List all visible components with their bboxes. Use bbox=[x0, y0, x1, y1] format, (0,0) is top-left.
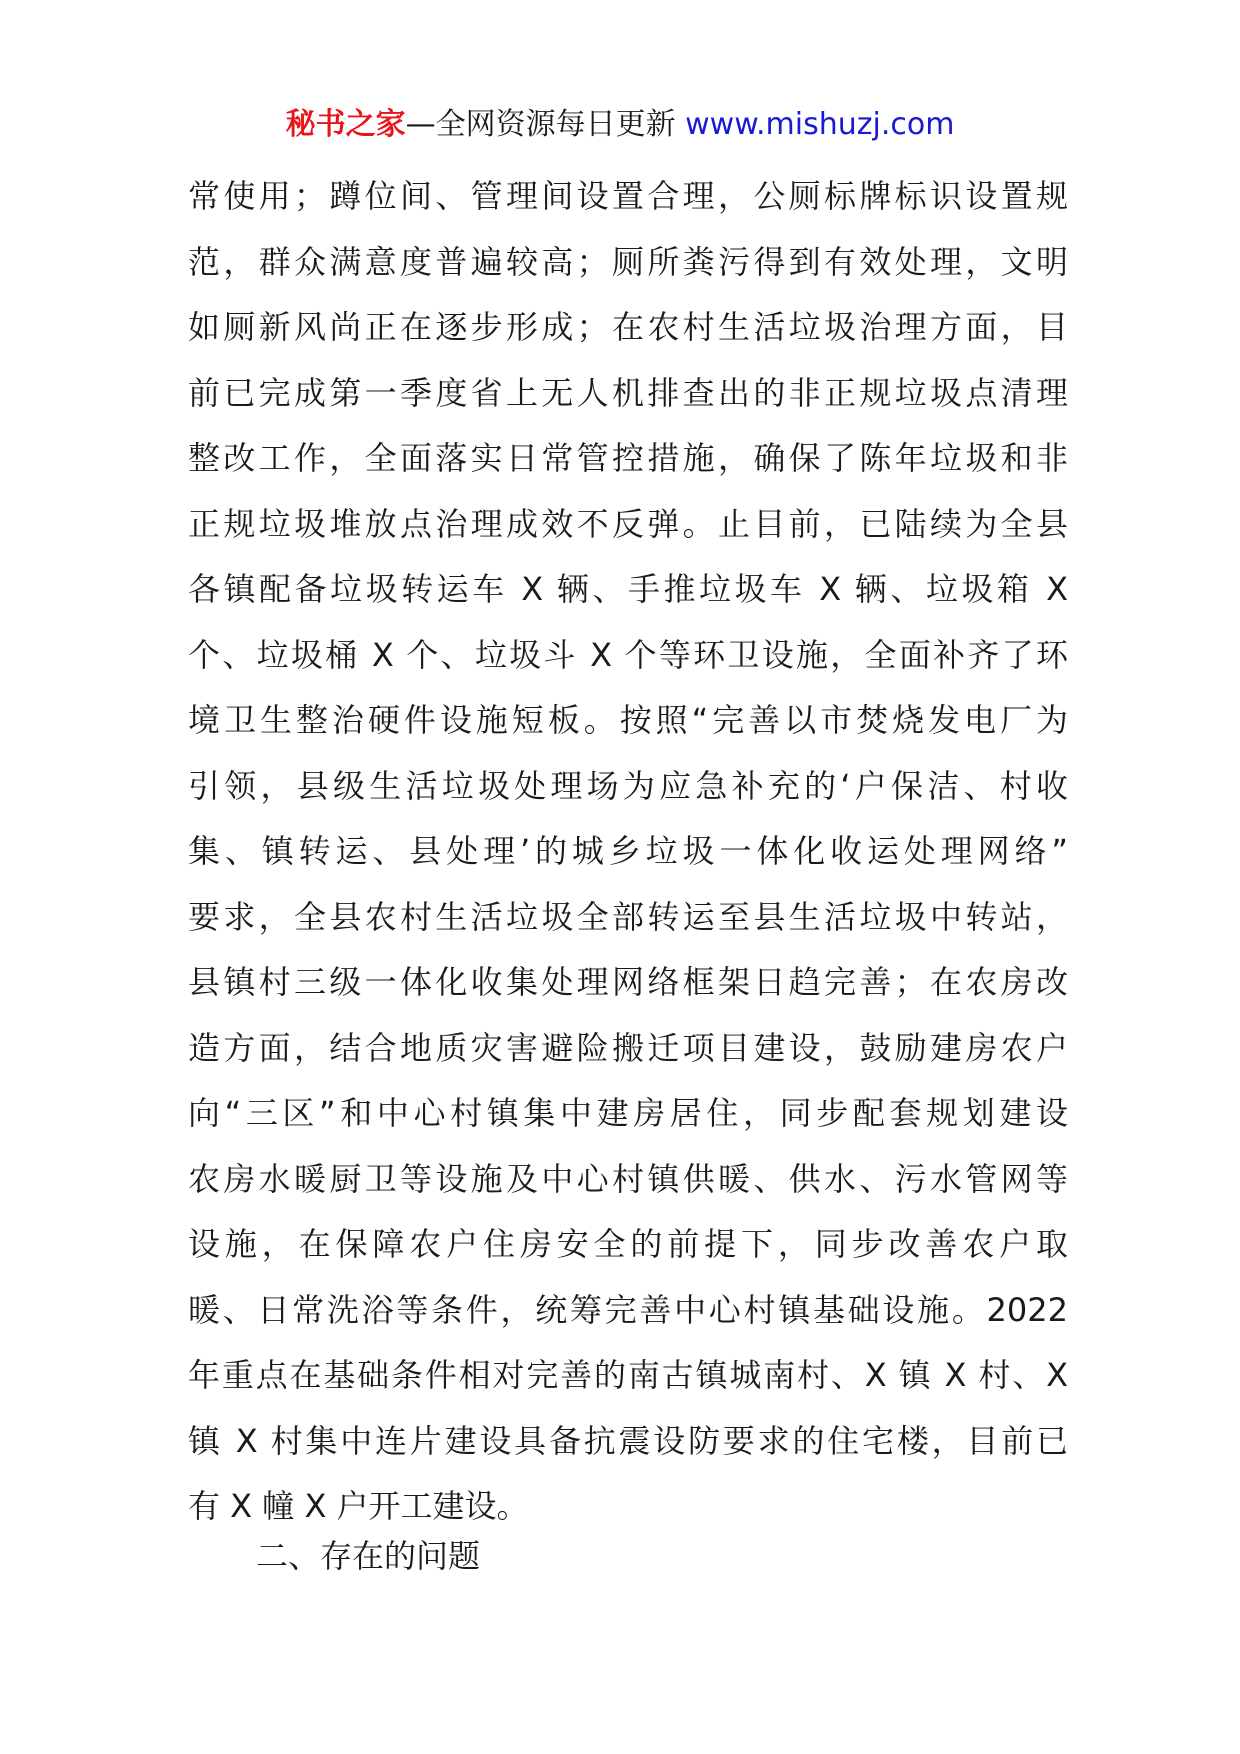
header-brand: 秘书之家 bbox=[285, 107, 406, 142]
paragraph-line: 集、镇转运、县处理’的城乡垃圾一体化收运处理网络” bbox=[188, 832, 1068, 870]
paragraph-line: 境卫生整治硬件设施短板。按照“完善以市焚烧发电厂为 bbox=[188, 701, 1068, 739]
paragraph-line: 整改工作，全面落实日常管控措施，确保了陈年垃圾和非 bbox=[188, 439, 1068, 477]
paragraph-line: 正规垃圾堆放点治理成效不反弹。止目前，已陆续为全县 bbox=[188, 504, 1068, 543]
paragraph-line: 如厕新风尚正在逐步形成；在农村生活垃圾治理方面，目 bbox=[188, 308, 1068, 346]
paragraph-line: 年重点在基础条件相对完善的南古镇城南村、X 镇 X 村、X bbox=[188, 1356, 1068, 1394]
paragraph-line: 农房水暖厨卫等设施及中心村镇供暖、供水、污水管网等 bbox=[188, 1159, 1068, 1198]
paragraph-line-last: 有 X 幢 X 户开工建设。 bbox=[188, 1487, 529, 1525]
paragraph-line: 前已完成第一季度省上无人机排查出的非正规垃圾点清理 bbox=[188, 373, 1068, 412]
paragraph-line: 暖、日常洗浴等条件，统筹完善中心村镇基础设施。2022 bbox=[188, 1290, 1068, 1329]
body-paragraph bbox=[188, 164, 1068, 1540]
paragraph-line: 常使用；蹲位间、管理间设置合理，公厕标牌标识设置规 bbox=[188, 177, 1068, 215]
paragraph-line: 县镇村三级一体化收集处理网络框架日趋完善；在农房改 bbox=[188, 963, 1068, 1001]
header-slogan: —全网资源每日更新 bbox=[405, 107, 676, 142]
paragraph-line: 镇 X 村集中连片建设具备抗震设防要求的住宅楼，目前已 bbox=[188, 1421, 1068, 1460]
paragraph-line: 引领，县级生活垃圾处理场为应急补充的‘户保洁、村收 bbox=[188, 766, 1068, 805]
section-heading: 二、存在的问题 bbox=[256, 1537, 481, 1575]
paragraph-line: 要求，全县农村生活垃圾全部转运至县生活垃圾中转站， bbox=[188, 897, 1068, 936]
paragraph-line: 各镇配备垃圾转运车 X 辆、手推垃圾车 X 辆、垃圾箱 X bbox=[188, 570, 1068, 608]
paragraph-line: 设施，在保障农户住房安全的前提下，同步改善农户取 bbox=[188, 1225, 1068, 1263]
paragraph-line: 个、垃圾桶 X 个、垃圾斗 X 个等环卫设施，全面补齐了环 bbox=[188, 635, 1068, 674]
paragraph-line: 范，群众满意度普遍较高；厕所粪污得到有效处理，文明 bbox=[188, 242, 1068, 281]
header-url[interactable]: www.mishuzj.com bbox=[685, 107, 955, 142]
paragraph-line: 向“三区”和中心村镇集中建房居住，同步配套规划建设 bbox=[188, 1094, 1068, 1132]
paragraph-line: 造方面，结合地质灾害避险搬迁项目建设，鼓励建房农户 bbox=[188, 1028, 1068, 1067]
page-header bbox=[0, 103, 1240, 147]
